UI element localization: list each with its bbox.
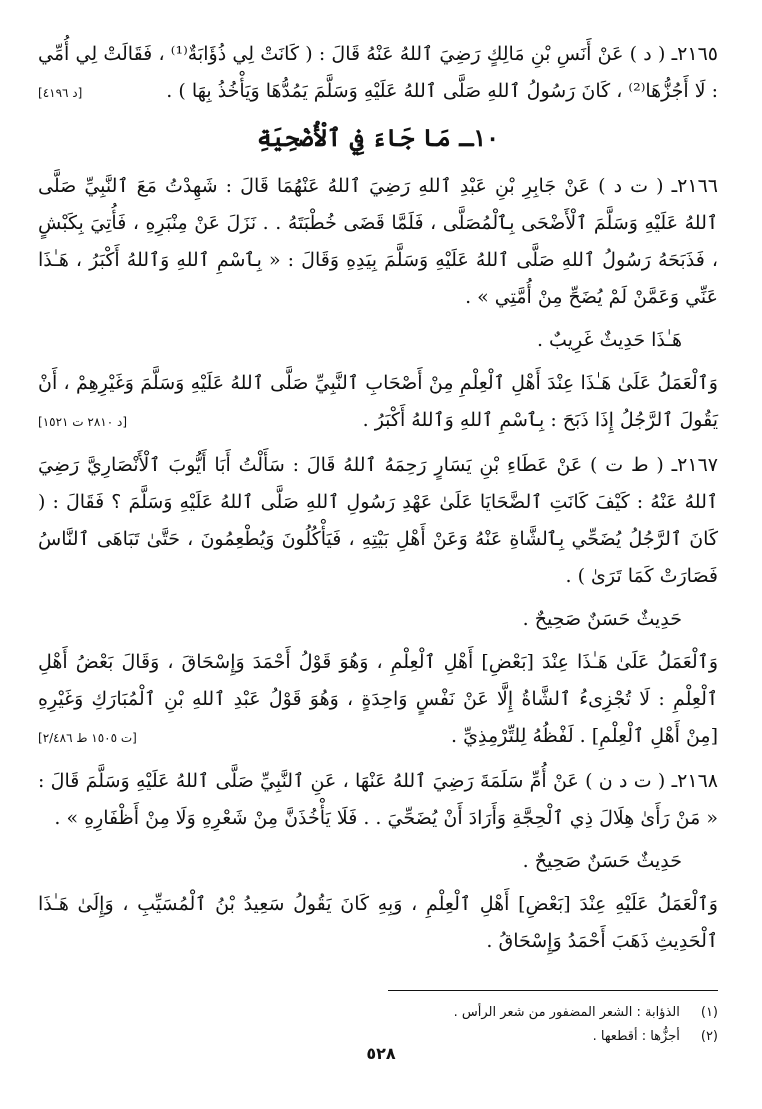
footnote-divider bbox=[388, 990, 718, 991]
footnote-text: أجزُّها : أقطعها . bbox=[592, 1029, 680, 1044]
hadith-2166-amal: وَٱلْعَمَلُ عَلَىٰ هَـٰذَا عِنْدَ أَهْلِ ٱلْعِلْمِ مِنْ أَصْحَابِ ٱلنَّبِيِّ صَلَّى ٱللهُ عَلَيْهِ وَسَلَّمَ وَغَيْرِهِمْ ، أَنْ يَقُولَ ٱلرَّجُلُ إِذَا ذَبَحَ : بِٱسْمِ ٱللهِ وَٱللهُ أَكْبَرُ . bbox=[38, 372, 718, 431]
footnotes bbox=[38, 960, 718, 1049]
hadith-2167-text: ٢١٦٧ـ ( ط ت ) عَنْ عَطَاءِ بْنِ يَسَارٍ رَحِمَهُ ٱللهُ قَالَ : سَأَلْتُ أَبَا أَيُّوبَ ٱلْأَنْصَارِيَّ رَضِيَ ٱللهُ عَنْهُ : كَيْفَ كَانَتِ ٱلضَّحَايَا عَلَىٰ عَهْدِ رَسُولِ ٱللهِ صَلَّى ٱللهُ عَلَيْهِ وَسَلَّمَ ؟ فَقَالَ : ( كَانَ ٱلرَّجُلُ يُضَحِّي بِٱلشَّاةِ عَنْهُ وَعَنْ أَهْلِ بَيْتِهِ ، فَيَأْكُلُونَ وَيُطْعِمُونَ ، حَتَّىٰ تَبَاهَى ٱلنَّاسُ فَصَارَتْ كَمَا تَرَىٰ ) . bbox=[38, 454, 718, 587]
footnote-item bbox=[38, 1001, 718, 1025]
footnote-number: (٢) bbox=[700, 1029, 718, 1044]
hadith-2167-grade: حَدِيثٌ حَسَنٌ صَحِيحٌ . bbox=[522, 608, 682, 630]
hadith-2166-grade: هَـٰذَا حَدِيثٌ غَرِيبٌ . bbox=[536, 329, 682, 351]
hadith-2165-reference: [د ٤١٩٦] bbox=[38, 86, 83, 100]
hadith-2167-amal: وَٱلْعَمَلُ عَلَىٰ هَـٰذَا عِنْدَ [بَعْضِ] أَهْلِ ٱلْعِلْمِ ، وَهُوَ قَوْلُ أَحْمَدَ وَإِسْحَاقَ ، وَقَالَ بَعْضُ أَهْلِ ٱلْعِلْمِ : لَا تُجْزِىءُ ٱلشَّاةُ إِلَّا عَنْ نَفْسٍ وَاحِدَةٍ ، وَهُوَ قَوْلُ عَبْدِ ٱللهِ بْنِ ٱلْمُبَارَكِ وَغَيْرِهِ [مِنْ أَهْلِ ٱلْعِلْمِ] . لَفْظُهُ لِلتِّرْمِذِيِّ . bbox=[38, 651, 718, 747]
hadith-2166-reference: [د ٢٨١٠ ت ١٥٢١] bbox=[38, 415, 128, 429]
page-number: ٥٢٨ bbox=[366, 1044, 396, 1063]
hadith-2168-text: ٢١٦٨ـ ( ت د ن ) عَنْ أُمِّ سَلَمَةَ رَضِيَ ٱللهُ عَنْهَا ، عَنِ ٱلنَّبِيِّ صَلَّى ٱللهُ عَلَيْهِ وَسَلَّمَ قَالَ : « مَنْ رَأَىٰ هِلَالَ ذِي ٱلْحِجَّةِ وَأَرَادَ أَنْ يُضَحِّيَ . . فَلَا يَأْخُذَنَّ مِنْ شَعْرِهِ وَلَا مِنْ أَظْفَارِهِ » . bbox=[38, 770, 718, 829]
section-title: ١٠ـ مَا جَاءَ فِي ٱلْأُضْحِيَةِ bbox=[256, 123, 499, 152]
hadith-2168-grade: حَدِيثٌ حَسَنٌ صَحِيحٌ . bbox=[522, 850, 682, 872]
hadith-2167-reference: [ت ١٥٠٥ ط ٢/٤٨٦] bbox=[38, 731, 137, 745]
hadith-2168-amal: وَٱلْعَمَلُ عَلَيْهِ عِنْدَ [بَعْضِ] أَهْلِ ٱلْعِلْمِ ، وَبِهِ كَانَ يَقُولُ سَعِيدُ بْنُ ٱلْمُسَيِّبِ ، وَإِلَىٰ هَـٰذَا ٱلْحَدِيثِ ذَهَبَ أَحْمَدُ وَإِسْحَاقُ . bbox=[38, 893, 718, 952]
footnote-text: الذؤابة : الشعر المضفور من شعر الرأس . bbox=[453, 1005, 680, 1020]
hadith-2166-text: ٢١٦٦ـ ( ت د ) عَنْ جَابِرِ بْنِ عَبْدِ ٱللهِ رَضِيَ ٱللهُ عَنْهُمَا قَالَ : شَهِدْتُ مَعَ ٱلنَّبِيِّ صَلَّى ٱللهُ عَلَيْهِ وَسَلَّمَ ٱلْأَضْحَى بِٱلْمُصَلَّى ، فَلَمَّا قَضَى خُطْبَتَهُ . . نَزَلَ عَنْ مِنْبَرِهِ ، فَأُتِيَ بِكَبْشٍ ، فَذَبَحَهُ رَسُولُ ٱللهِ صَلَّى ٱللهُ عَلَيْهِ وَسَلَّمَ بِيَدِهِ وَقَالَ : « بِٱسْمِ ٱللهِ وَٱللهُ أَكْبَرُ ، هَـٰذَا عَنِّي وَعَمَّنْ لَمْ يُضَحِّ مِنْ أُمَّتِي » . bbox=[38, 175, 718, 308]
hadith-2165-text: ٢١٦٥ـ ( د ) عَنْ أَنَسِ بْنِ مَالِكٍ رَضِيَ ٱللهُ عَنْهُ قَالَ : ( كَانَتْ لِي ذُؤَابَةٌ⁽¹⁾ ، فَقَالَتْ لِي أُمِّي : لَا أَجُزُّهَا⁽²⁾ ، كَانَ رَسُولُ ٱللهِ صَلَّى ٱللهُ عَلَيْهِ وَسَلَّمَ يَمُدُّهَا وَيَأْخُذُ بِهَا ) . bbox=[38, 43, 718, 102]
footnote-number: (١) bbox=[700, 1005, 718, 1020]
